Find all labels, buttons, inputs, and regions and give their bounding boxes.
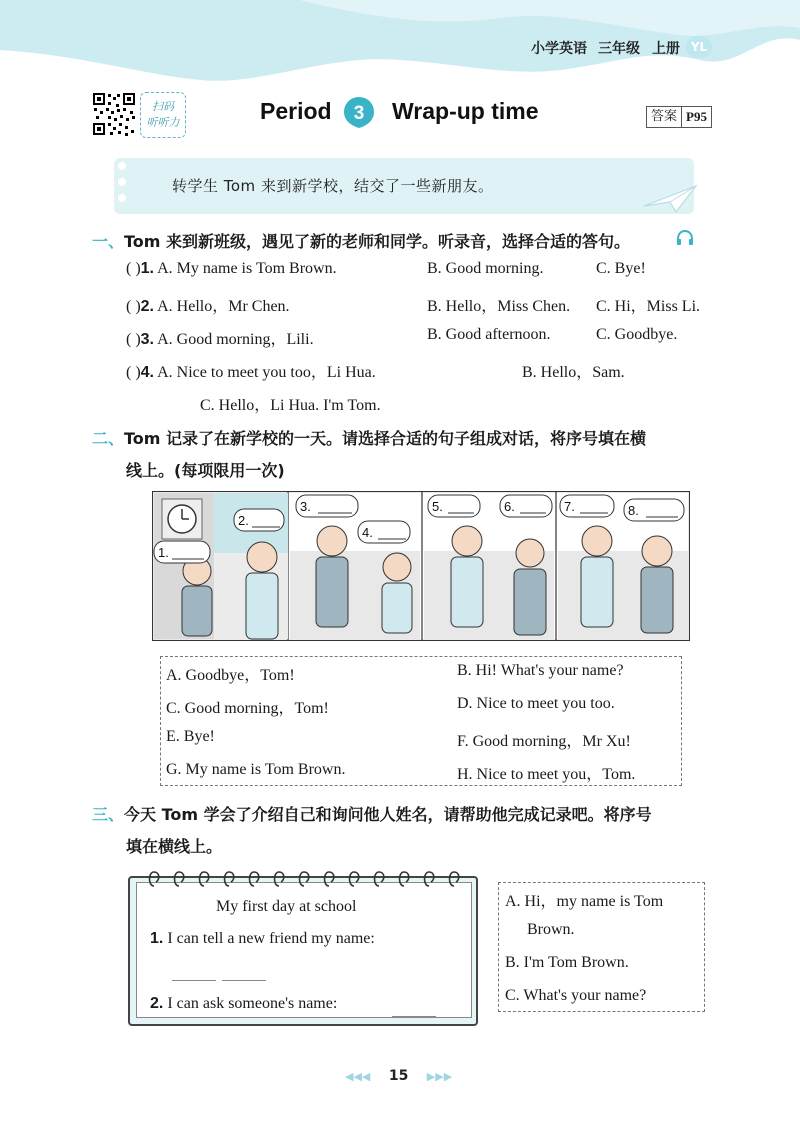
header-volume: 上册 [652,41,680,57]
header-grade: 三年级 [598,41,640,57]
item-text: I can tell a new friend my name: [167,930,375,947]
option-item: B. I'm Tom Brown. [505,954,629,971]
item-number: 2. [150,995,164,1012]
notebook-title: My first day at school [216,898,357,915]
option-item: D. Nice to meet you too. [457,695,615,712]
answer-paren[interactable]: ( ) [126,260,141,277]
notebook-item-2 [150,995,337,1013]
option-item: A. Hi，my name is Tom [505,893,664,910]
section3-number: 三、 [92,805,125,824]
option-c: C. Hello，Li Hua. I'm Tom. [200,397,381,414]
section2-heading [92,426,646,449]
band-dot-icon [118,194,126,202]
section3-heading [92,802,652,825]
left-arrows-icon: ◀◀◀ [345,1070,371,1083]
headphones-icon[interactable] [676,230,694,246]
question-number: 3. [140,331,154,348]
question-number: 4. [140,364,154,381]
bubble-label: 6. [504,499,515,514]
option-item: F. Good morning，Mr Xu! [457,733,631,750]
header-subject: 小学英语 [531,41,587,57]
page-number: 15 [388,1068,409,1084]
answer-paren[interactable]: ( ) [126,331,141,348]
section2-instruction-cont: 线上。(每项限用一次) [126,461,285,480]
option-b: B. Hello，Sam. [522,364,625,381]
option-c: C. Bye! [596,260,646,277]
question-number: 2. [140,298,154,315]
section3-instruction: 今天 Tom 学会了介绍自己和询问他人姓名，请帮助他完成记录吧。将序号 [124,805,652,824]
section1-heading [92,229,630,252]
item-text: I can ask someone's name: [167,995,338,1012]
option-b: B. Good morning. [427,260,544,277]
option-b: B. Good afternoon. [427,326,551,343]
question-row [126,260,337,278]
question-row [126,326,314,349]
section2-number: 二、 [92,429,125,448]
page-footer [345,1068,452,1084]
header-wave [0,0,800,95]
band-dot-icon [118,178,126,186]
option-c: C. Hi，Miss Li. [596,298,701,315]
question-row [126,359,376,382]
bubble-label: 7. [564,499,575,514]
option-a: A. Nice to meet you too，Li Hua. [157,364,376,381]
notebook-rings-icon [146,866,466,892]
right-arrows-icon: ▶▶▶ [426,1070,453,1083]
qr-code-icon[interactable] [92,92,136,136]
question-number: 1. [140,260,154,277]
bubble-label: 4. [362,525,373,540]
bubble-label: 8. [628,503,639,518]
page-title: Wrap-up time [392,98,539,124]
option-a: A. My name is Tom Brown. [157,260,337,277]
answer-reference[interactable] [646,106,712,128]
answer-page: P95 [681,107,711,127]
section1-number: 一、 [92,232,125,251]
answer-blank[interactable] [222,962,266,981]
section1-instruction: Tom 来到新班级，遇见了新的老师和同学。听录音，选择合适的答句。 [124,232,631,251]
paper-plane-icon [640,182,700,216]
option-item: C. What's your name? [505,987,647,1004]
period-label: Period [260,98,332,124]
question-row [126,293,290,316]
option-item-cont: Brown. [527,921,575,938]
band-dot-icon [118,162,126,170]
period-number: 3 [353,103,365,124]
option-item: C. Good morning，Tom! [166,700,329,717]
intro-text: 转学生 Tom 来到新学校，结交了一些新朋友。 [172,177,494,195]
answer-paren[interactable]: ( ) [126,298,141,315]
bubble-label: 3. [300,499,311,514]
comic-strip [152,491,690,641]
option-a: A. Hello，Mr Chen. [157,298,290,315]
bubble-label: 1. [158,545,169,560]
period-number-badge [342,95,376,129]
option-b: B. Hello，Miss Chen. [427,298,571,315]
option-item: A. Goodbye，Tom! [166,667,295,684]
option-c: C. Goodbye. [596,326,678,343]
option-a: A. Good morning，Lili. [157,331,314,348]
bubble-label: 2. [238,513,249,528]
notebook-item-1 [150,930,375,948]
option-item: H. Nice to meet you，Tom. [457,766,636,783]
bubble-label: 5. [432,499,443,514]
item-number: 1. [150,930,164,947]
answer-label: 答案 [651,109,678,124]
scan-listen-label[interactable]: 扫码 听听力 [140,92,186,138]
answer-blank[interactable] [392,998,436,1017]
section2-instruction: Tom 记录了在新学校的一天。请选择合适的句子组成对话，将序号填在横 [124,429,647,448]
yl-badge: YL [686,36,712,58]
option-item: B. Hi! What's your name? [457,662,624,679]
section3-instruction-cont: 填在横线上。 [126,837,223,856]
answer-paren[interactable]: ( ) [126,364,141,381]
option-item: E. Bye! [166,728,215,745]
answer-blank[interactable] [172,962,216,981]
option-item: G. My name is Tom Brown. [166,761,346,778]
